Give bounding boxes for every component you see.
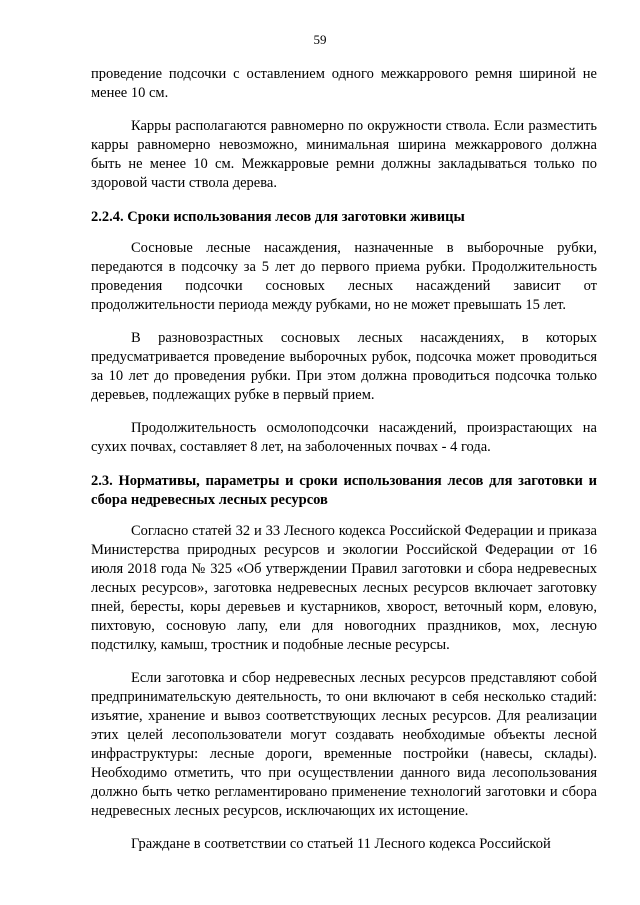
paragraph-citizens: Граждане в соответствии со статьей 11 Лесного кодекса Российской: [131, 836, 551, 852]
page-number: 59: [313, 32, 327, 47]
paragraph-continuation: проведение подсочки с оставлением одного межкаррового ремня шириной не менее 10 см.: [91, 66, 597, 101]
paragraph-resin-tapping-duration: Продолжительность осмолоподсочки насаждений, произрастающих на сухих почвах, составляет 8 лет, на заболоченных почвах - 4 года.: [91, 420, 597, 455]
paragraph-karry: Карры располагаются равномерно по окружности ствола. Если разместить карры равномерно невозможно, минимальная ширина межкаррового должна быть не менее 10 см. Межкарровые ремни должны закладываться только по здоровой части ствола дерева.: [91, 118, 597, 191]
section-heading-2-3: 2.3. Нормативы, параметры и сроки использования лесов для заготовки и сбора недревесных лесных ресурсов: [91, 473, 597, 508]
paragraph-pine-stands: Сосновые лесные насаждения, назначенные в выборочные рубки, передаются в подсочку за 5 лет до первого приема рубки. Продолжительность проведения подсочки сосновых лесных насаждений зависит от продолжительности периода между рубками, но не может превышать 15 лет.: [91, 240, 597, 313]
section-heading-2-2-4: 2.2.4. Сроки использования лесов для заготовки живицы: [91, 209, 465, 225]
paragraph-uneven-aged-stands: В разновозрастных сосновых лесных насаждениях, в которых предусматривается проведение выборочных рубок, подсочка может проводиться за 10 лет до проведения рубки. При этом должна проводиться подсочка только деревьев, подлежащих рубке в первый прием.: [91, 330, 597, 403]
paragraph-legal-basis: Согласно статей 32 и 33 Лесного кодекса Российской Федерации и приказа Министерства природных ресурсов и экологии Российской Федерации от 16 июля 2018 года № 325 «Об утверждении Правил заготовки и сбора недревесных лесных ресурсов», заготовка недревесных лесных ресурсов включает заготовку пней, бересты, коры деревьев и кустарников, хворост, веточный корм, еловую, пихтовую, сосновую лапу, ели для новогодних праздников, мох, лесную подстилку, камыш, тростник и подобные лесные ресурсы.: [91, 523, 597, 653]
page-body: [91, 65, 597, 854]
paragraph-entrepreneurial-activity: Если заготовка и сбор недревесных лесных ресурсов представляют собой предпринимательскую деятельность, то они включают в себя несколько стадий: изъятие, хранение и вывоз соответствующих лесных ресурсов. Для реализации этих целей лесопользователи могут создавать необходимые объекты лесной инфраструктуры: лесные дороги, временные постройки (навесы, склады). Необходимо отметить, что при осуществлении данного вида лесопользования должно быть четко регламентировано применение технологий заготовки и сбора недревесных лесных ресурсов, исключающих их истощение.: [91, 670, 597, 819]
